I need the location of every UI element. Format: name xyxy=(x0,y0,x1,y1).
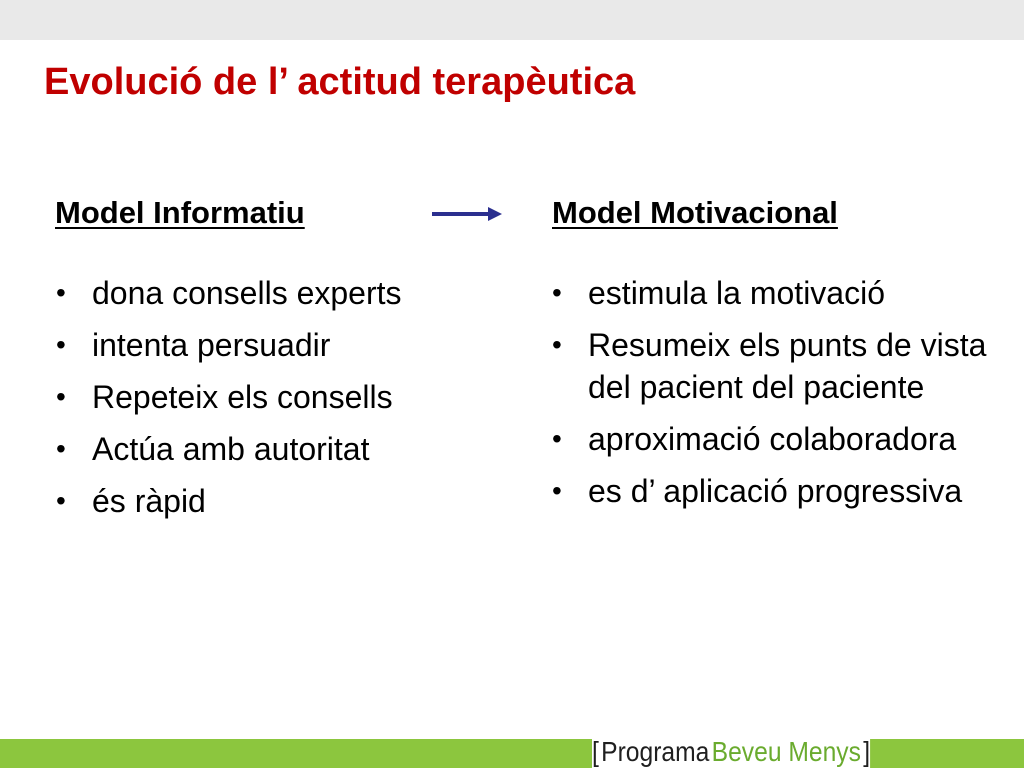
top-band xyxy=(0,0,1024,40)
list-item xyxy=(552,470,1012,512)
list-item-text: estimula la motivació xyxy=(588,275,885,311)
list-item-text: Resumeix els punts de vista del pacient del paciente xyxy=(588,327,987,405)
arrow-right-icon xyxy=(430,204,504,224)
list-item xyxy=(552,418,1012,460)
footer-logo xyxy=(592,736,870,768)
bullet-icon: • xyxy=(56,433,66,464)
bullet-icon: • xyxy=(552,329,562,360)
list-item-text: Actúa amb autoritat xyxy=(92,431,370,467)
list-item xyxy=(56,480,456,522)
list-item-text: aproximació colaboradora xyxy=(588,421,957,457)
list-item xyxy=(552,324,1012,408)
footer-band xyxy=(0,739,1024,768)
bullet-icon: • xyxy=(552,423,562,454)
bullet-icon: • xyxy=(56,485,66,516)
bullet-icon: • xyxy=(56,329,66,360)
footer-program-name: Beveu Menys xyxy=(711,736,861,767)
list-item-text: es d’ aplicació progressiva xyxy=(588,473,963,509)
list-item xyxy=(56,272,456,314)
left-bullet-list xyxy=(56,272,456,532)
list-item xyxy=(56,324,456,366)
footer-program-label: Programa xyxy=(601,736,710,767)
slide-title: Evolució de l’ actitud terapèutica xyxy=(44,61,636,103)
list-item-text: Repeteix els consells xyxy=(92,379,393,415)
list-item xyxy=(552,272,1012,314)
footer-close-bracket: ] xyxy=(863,736,871,767)
bullet-icon: • xyxy=(552,475,562,506)
bullet-icon: • xyxy=(56,381,66,412)
bullet-icon: • xyxy=(552,277,562,308)
right-bullet-list xyxy=(552,272,1012,522)
list-item xyxy=(56,376,456,418)
list-item-text: és ràpid xyxy=(92,483,206,519)
list-item xyxy=(56,428,456,470)
footer-open-bracket: [ xyxy=(592,736,599,767)
right-column-heading: Model Motivacional xyxy=(552,195,838,230)
list-item-text: intenta persuadir xyxy=(92,327,331,363)
bullet-icon: • xyxy=(56,277,66,308)
left-column-heading: Model Informatiu xyxy=(55,195,305,230)
list-item-text: dona consells experts xyxy=(92,275,402,311)
